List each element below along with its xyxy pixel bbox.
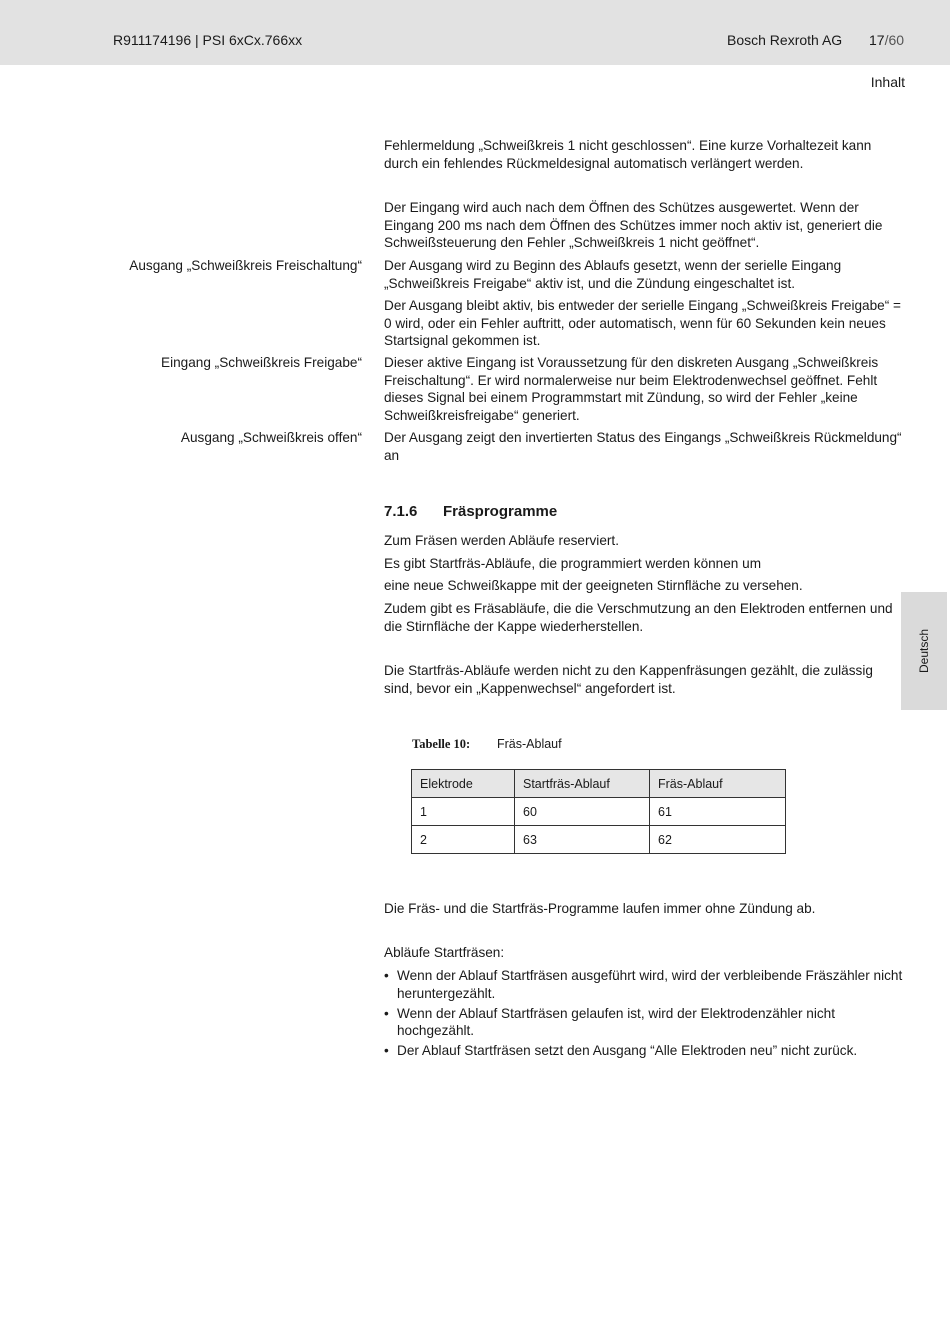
table-header-cell: Elektrode	[412, 770, 515, 798]
milling-table	[411, 769, 786, 854]
paragraph-7: Zum Fräsen werden Abläufe reserviert.	[384, 533, 619, 548]
page-number	[869, 32, 904, 48]
paragraph-2: Der Eingang wird auch nach dem Öffnen des Schützes ausgewertet. Wenn der Eingang 200 ms nach dem Öffnen des Schützes immer noch aktiv ist, generiert die Schweißsteuerung den Fehler „Schweißkreis 1 nicht geöffnet“.	[384, 200, 883, 251]
table-header-row	[412, 770, 786, 798]
table-caption-title: Fräs-Ablauf	[497, 737, 562, 751]
table-cell: 2	[412, 826, 515, 854]
bullet-list	[384, 967, 906, 1062]
paragraph-12: Die Fräs- und die Startfräs-Programme laufen immer ohne Zündung ab.	[384, 901, 816, 916]
paragraph-4: Der Ausgang bleibt aktiv, bis entweder der serielle Eingang „Schweißkreis Freigabe“ = 0 wird, oder ein Fehler auftritt, oder automatisch, wenn für 60 Sekunden kein neues Startsignal gekommen ist.	[384, 298, 901, 349]
paragraph-9: eine neue Schweißkappe mit der geeigneten Stirnfläche zu versehen.	[384, 578, 803, 593]
total-pages: /60	[884, 32, 905, 48]
paragraph-8: Es gibt Startfräs-Abläufe, die programmiert werden können um	[384, 556, 762, 571]
list-item: • Der Ablauf Startfräsen setzt den Ausgang “Alle Elektroden neu” nicht zurück.	[384, 1043, 858, 1059]
current-page: 17	[869, 32, 885, 48]
list-item: • Wenn der Ablauf Startfräsen ausgeführt wird, wird der verbleibende Fräszähler nicht heruntergezählt.	[384, 968, 903, 1001]
list-item: • Wenn der Ablauf Startfräsen gelaufen ist, wird der Elektrodenzähler nicht hochgezählt.	[384, 1005, 836, 1039]
side-label-output-release: Ausgang „Schweißkreis Freischaltung“	[129, 258, 362, 273]
section-title: Fräsprogramme	[443, 503, 558, 520]
paragraph-11: Die Startfräs-Abläufe werden nicht zu den Kappenfräsungen gezählt, die zulässig sind, bevor ein „Kappenwechsel“ angefordert ist.	[384, 663, 873, 696]
language-tab	[901, 592, 947, 710]
bullet-icon: •	[384, 1043, 389, 1059]
paragraph-3: Der Ausgang wird zu Beginn des Ablaufs gesetzt, wenn der serielle Eingang „Schweißkreis Freigabe“ aktiv ist, und die Zündung eingeschaltet ist.	[384, 258, 842, 291]
table-cell: 63	[515, 826, 650, 854]
page-header	[0, 0, 950, 65]
table-caption	[412, 737, 562, 752]
table-cell: 60	[515, 798, 650, 826]
table-row	[412, 798, 786, 826]
side-label-input-enable: Eingang „Schweißkreis Freigabe“	[161, 355, 362, 370]
table-cell: 61	[650, 798, 786, 826]
table-header-cell: Startfräs-Ablauf	[515, 770, 650, 798]
section-heading	[384, 503, 557, 520]
language-tab-label: Deutsch	[917, 628, 931, 674]
company-name: Bosch Rexroth AG	[727, 32, 843, 48]
table-row	[412, 826, 786, 854]
paragraph-13: Abläufe Startfräsen:	[384, 945, 505, 960]
paragraph-5: Dieser aktive Eingang ist Voraussetzung für den diskreten Ausgang „Schweißkreis Freischaltung“. Er wird normalerweise nur beim Elektrodenwechsel geöffnet. Fehlt dieses Signal bei einem Programmstart mit Zündung, so wird der Fehler „keine Schweißkreisfreigabe“ generiert.	[384, 355, 879, 423]
side-label-output-open: Ausgang „Schweißkreis offen“	[180, 430, 362, 445]
section-number: 7.1.6	[384, 503, 418, 520]
table-cell: 62	[650, 826, 786, 854]
paragraph-10: Zudem gibt es Fräsabläufe, die die Verschmutzung an den Elektroden entfernen und die Stirnfläche der Kappe wiederherstellen.	[384, 601, 893, 634]
table-caption-label: Tabelle 10:	[412, 737, 471, 751]
bullet-icon: •	[384, 1005, 389, 1021]
table-cell: 1	[412, 798, 515, 826]
bullet-icon: •	[384, 968, 389, 983]
table-header-cell: Fräs-Ablauf	[650, 770, 786, 798]
paragraph-1: Fehlermeldung „Schweißkreis 1 nicht geschlossen“. Eine kurze Vorhaltezeit kann durch ein fehlendes Rückmeldesignal automatisch verlängert werden.	[384, 138, 872, 171]
section-label: Inhalt	[870, 74, 905, 90]
paragraph-6: Der Ausgang zeigt den invertierten Status des Eingangs „Schweißkreis Rückmeldung“ an	[384, 430, 902, 463]
document-id: R911174196 | PSI 6xCx.766xx	[113, 32, 303, 48]
